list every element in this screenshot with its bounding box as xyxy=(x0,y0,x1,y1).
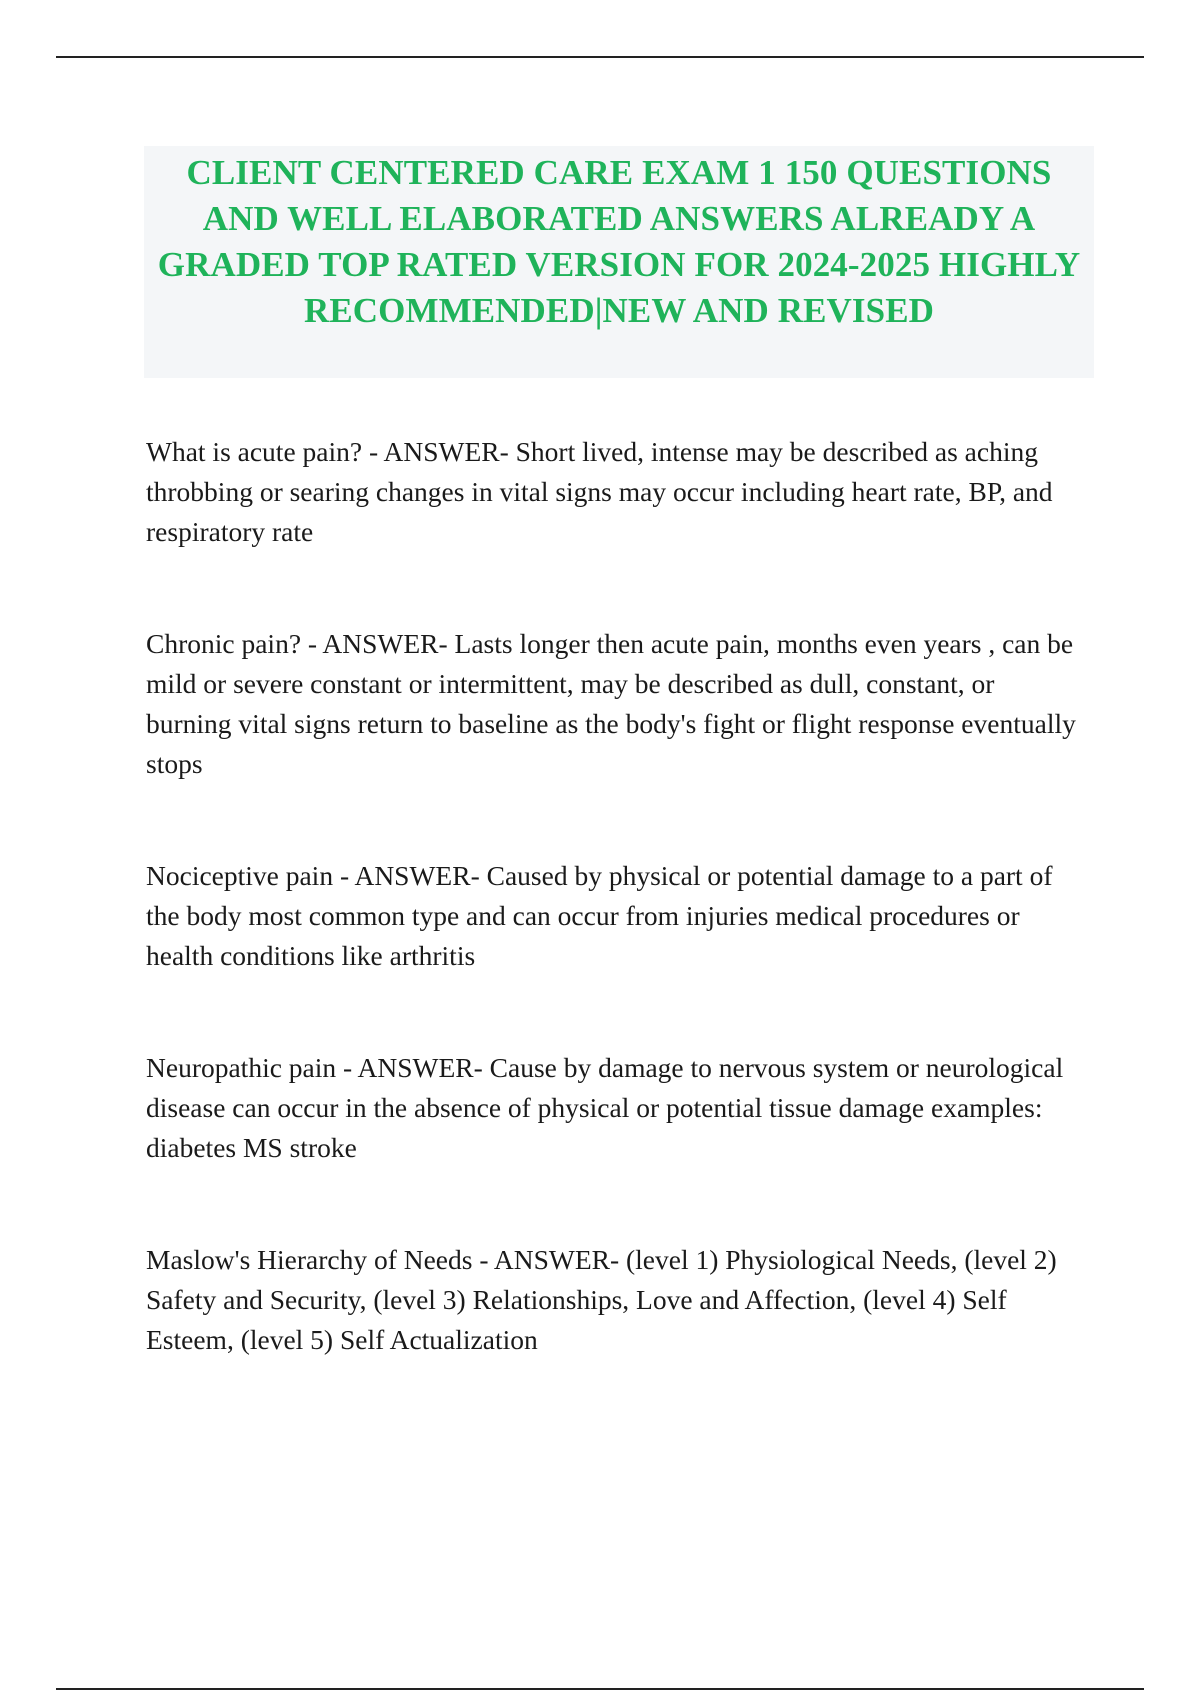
footer-rule xyxy=(56,1688,1144,1690)
qa-entry-neuropathic-pain: Neuropathic pain - ANSWER- Cause by damage to nervous system or neurological disease can occur in the absence of physical or potential tissue damage examples: diabetes MS stroke xyxy=(146,1052,1064,1163)
document-title: CLIENT CENTERED CARE EXAM 1 150 QUESTIONS AND WELL ELABORATED ANSWERS ALREADY A GRADED TOP RATED VERSION FOR 2024-2025 HIGHLY RECOMMENDED|NEW AND REVISED xyxy=(157,153,1081,330)
qa-entry-acute-pain: What is acute pain? - ANSWER- Short lived, intense may be described as aching throbbing or searing changes in vital signs may occur including heart rate, BP, and respiratory rate xyxy=(146,436,1053,547)
header-rule xyxy=(56,56,1144,58)
qa-entry-chronic-pain: Chronic pain? - ANSWER- Lasts longer then acute pain, months even years , can be mild or severe constant or intermittent, may be described as dull, constant, or burning vital signs return to baseline as the body's fight or flight response eventually stops xyxy=(146,628,1076,779)
qa-entry-maslow-hierarchy: Maslow's Hierarchy of Needs - ANSWER- (level 1) Physiological Needs, (level 2) Safety and Security, (level 3) Relationships, Love and Affection, (level 4) Self Esteem, (level 5) Self Actualization xyxy=(146,1244,1057,1355)
qa-list xyxy=(146,432,1086,1360)
title-banner xyxy=(144,146,1094,378)
qa-entry-nociceptive-pain: Nociceptive pain - ANSWER- Caused by physical or potential damage to a part of the body most common type and can occur from injuries medical procedures or health conditions like arthritis xyxy=(146,860,1053,971)
